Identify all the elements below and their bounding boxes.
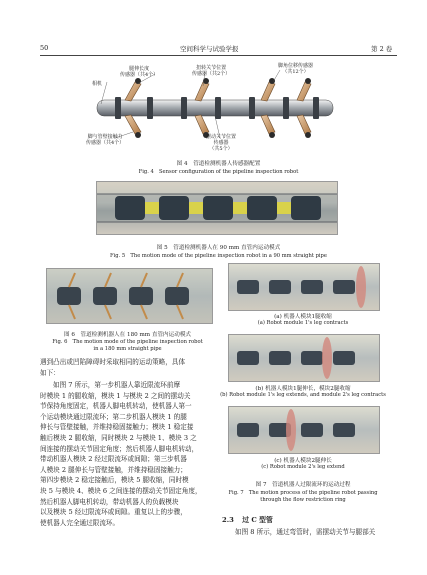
fig7b-image — [228, 334, 380, 382]
body-para-1: 遇到凸出或凹陷障碍时采取相同的运动策略，具体 如下： — [40, 358, 186, 377]
body-line: 如图 7 所示，第一步机器人靠近限流环前摩 — [53, 381, 181, 389]
fig7a-caption-cn: (a) 机器人模块1腿收缩 — [274, 314, 332, 320]
header-rule — [40, 55, 397, 56]
fig6-image — [46, 268, 213, 324]
body-line: 使机器人完全通过限流环。 — [40, 518, 120, 527]
fig7c-caption-en: (c) Robot module 2's leg extend — [261, 464, 345, 470]
journal-title: 空间科学与试验学报 — [180, 45, 239, 53]
body-line: 第四步模块 2 稳定接触后，模块 5 腿收缩，同时模 — [40, 476, 189, 485]
fig7-caption-cn: 图 7 管道机器人过限流环的运动过程 — [255, 482, 351, 488]
robot-in-pipe-180mm — [47, 269, 212, 323]
body-line: 块 5 与模块 4、模块 6 之间连接的摆动关节固定角度， — [40, 486, 202, 495]
fig6-caption-cn: 图 6 管道检测机器人在 180 mm 直管内运动模式 — [63, 332, 192, 338]
robot-in-pipe-90mm — [97, 182, 337, 234]
volume-label: 第 2 卷 — [371, 45, 393, 53]
section-heading — [222, 514, 273, 524]
label-swing-joint: 摆动关节位置 传感器 （共5个） — [206, 134, 237, 152]
label-leg-length: 腿伸长度 传感器（共4个） — [120, 66, 159, 78]
section-number: 2.3 — [222, 516, 234, 524]
label-twist-joint: 扭转关节位置 传感器（共2个） — [192, 65, 231, 77]
body-line: 个运动模块通过限流环；第二步机器人模块 1 的腿 — [40, 412, 187, 421]
section-para: 如图 8 所示，通过弯管时，需摆动关节与腿部关 — [235, 528, 376, 536]
body-line: 人模块 2 腿伸长与管壁接触，并维持稳固接触力； — [40, 465, 187, 474]
label-camera: 相机 — [92, 81, 103, 87]
fig7-caption-en-1: Fig. 7 The motion process of the pipeline robot passing — [228, 490, 378, 496]
fig5-caption-en: Fig. 5 The motion mode of the pipeline inspection robot in a 90 mm straight pipe — [110, 253, 327, 259]
body-line: 触后模块 2 腿收缩，同时模块 2 与模块 1、模块 3 之 — [40, 433, 197, 442]
body-line: 时模块 1 的腿收缩，模块 1 与模块 2 之间的摆动关 — [40, 391, 191, 400]
section-title: 过 C 型管 — [242, 516, 273, 524]
fig7a-image — [228, 263, 380, 311]
fig7b-caption-en: (b) Robot module 1's leg extends, and module 2's leg contracts — [220, 392, 386, 398]
body-line: 伸长与管壁接触，并维持稳固接触力；模块 1 稳定接 — [40, 423, 194, 432]
fig6-caption-en-2: in a 180 mm straight pipe — [93, 346, 162, 352]
body-line: 间连接的摆动关节固定角度；然后机器人脚电机转动， — [40, 444, 199, 453]
body-line: 以及模块 5 经过限流环或间隙。重复以上的步骤， — [40, 508, 187, 517]
fig7c-image — [228, 406, 380, 454]
fig4-caption-en: Fig. 4 Sensor configuration of the pipeline inspection robot — [138, 169, 299, 175]
fig6-caption-en-1: Fig. 6 The motion mode of the pipeline inspection robot — [52, 339, 203, 345]
body-line: 带动机器人模块 2 经过限流环或间隙；第三步机器 — [40, 455, 187, 464]
label-leg-angle: 脚角位移传感器 （共12个） — [278, 63, 314, 75]
fig7b-caption-cn: (b) 机器人模块1腿伸长，模块2腿收缩 — [255, 386, 351, 392]
fig4-caption-cn: 图 4 管道检测机器人传感器配置 — [176, 161, 261, 167]
fig7-caption-en-2: through the flow restriction ring — [260, 497, 346, 503]
robot-module1-contract — [229, 264, 379, 310]
fig5-image — [96, 181, 338, 235]
body-para-2 — [40, 380, 215, 528]
robot-module2-extend — [229, 407, 379, 453]
robot-module2-contract — [229, 335, 379, 381]
page-number: 50 — [40, 44, 49, 52]
fig7a-caption-en: (a) Robot module 1's leg contracts — [257, 320, 349, 326]
body-line: 然后机器人脚电机转动，带动机器人的负载模块 — [40, 497, 179, 506]
fig7c-caption-cn: (c) 机器人模块2腿伸长 — [274, 458, 332, 464]
body-line: 节保持角度固定，机器人脚电机转动，使机器人第一 — [40, 402, 192, 411]
label-foot-contact: 脚与管壁接触力 传感器（共4个） — [86, 134, 125, 146]
fig5-caption-cn: 图 5 管道检测机器人在 90 mm 直管内运动模式 — [156, 245, 281, 251]
